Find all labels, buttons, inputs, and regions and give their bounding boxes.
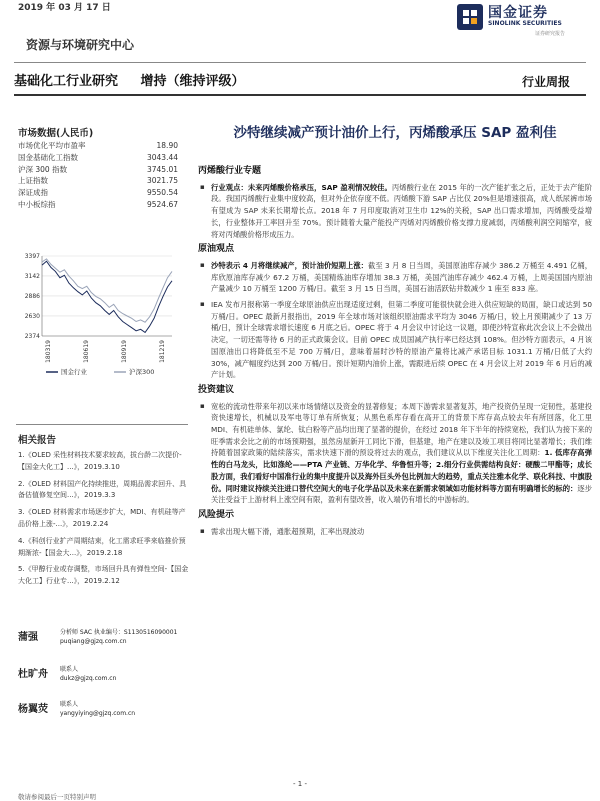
section-heading: 投资建议 bbox=[198, 384, 235, 395]
market-label: 中小板综指 bbox=[18, 199, 56, 209]
paragraph-text: 需求出现大幅下滑，通胀超预期，汇率出现波动 bbox=[211, 526, 365, 536]
market-value: 9550.54 bbox=[146, 188, 178, 198]
market-row bbox=[18, 187, 178, 199]
section-heading: 原油观点 bbox=[198, 244, 235, 255]
market-value: 3745.01 bbox=[146, 164, 178, 174]
market-label: 市场优化平均市盈率 bbox=[18, 141, 86, 150]
disclaimer: 敬请参阅最后一页特别声明 bbox=[18, 793, 96, 801]
analyst-role: 联系人 bbox=[60, 666, 79, 673]
industry-name: 基础化工行业研究 bbox=[14, 74, 119, 89]
analyst-email[interactable]: puqiang@gjzq.com.cn bbox=[60, 638, 127, 645]
paragraph-text: 逐步关注受益于上游材料上涨空间有限，盈利有望改善，收入端仍有增长的中游标的。 bbox=[211, 483, 592, 505]
related-report-item[interactable]: 3.《OLED 材料需求市场逐步扩大，MDI、有机硅等产品价格上涨-...》，2019.2.24 bbox=[18, 508, 186, 528]
market-label: 上证指数 bbox=[18, 176, 48, 186]
market-value: 18.90 bbox=[156, 141, 178, 150]
analyst-email[interactable]: yangyiying@gjzq.com.cn bbox=[60, 710, 136, 717]
market-row bbox=[18, 199, 178, 211]
related-report-item[interactable]: 4.《科创行业扩产周期结束，化工需求旺季来临推价预期渐浓-【国金大...》，2019.2.18 bbox=[18, 536, 186, 557]
market-value: 9524.67 bbox=[146, 199, 178, 209]
paragraph-text: 丙烯酸行业在 2015 年的一次产能扩张之后，正处于去产能阶段。我国丙烯酸行业集中度较高，但对外企依存度不低。丙烯酸下游 SAP 占比仅 20%但是增速很高，成人纸尿裤市场有望成为 SAP 未来长期增长点。2018 年 7 月印度取消对卫生巾 12%的关税，SAP 出口需求增加，丙烯酸受益增长，行业整体开工率回升至 70%。预计随着大量产能投产丙烯对丙烯酸价格支撑力度减弱，丙烯酸利润空间缩窄，疲将对丙烯酸价格形成压力。 bbox=[211, 182, 592, 239]
legend-label: 沪深300 bbox=[129, 368, 155, 376]
x-tick-label: 180919 bbox=[121, 340, 128, 363]
report-type: 行业周报 bbox=[521, 75, 570, 89]
logo-sub: 证券研究报告 bbox=[535, 31, 566, 37]
market-value: 3043.44 bbox=[146, 152, 178, 162]
market-label: 沪深 300 指数 bbox=[18, 164, 68, 174]
legend-label: 国金行业 bbox=[61, 368, 87, 376]
x-tick-label: 180619 bbox=[83, 340, 90, 363]
index-chart bbox=[16, 250, 178, 380]
related-report-item[interactable]: 5.《甲醇行业或存调整，市场回升具有弹性空间-【国金大化工】行业专...》，2019.2.12 bbox=[18, 565, 189, 586]
main-body bbox=[200, 165, 592, 541]
logo-en: SINOLINK SECURITIES bbox=[488, 20, 562, 27]
related-report-item[interactable]: 1.《OLED 采性材料技术要求较高，拔台龄二次提价-【国金大化工】...》，2019.3.10 bbox=[18, 451, 182, 471]
analyst-name: 蒲强 bbox=[18, 632, 38, 643]
related-divider bbox=[16, 424, 188, 425]
paragraph-text: 截至 3 月 8 日当周，美国原油库存减少 386.2 万桶至 4.491 亿桶，库欣原油库存减少 67.2 万桶，美国精炼油库存增加 38.3 万桶，美国汽油库存减少 462.4 万桶，上周美国国内原油产量减少 10 万桶至 1200 万桶/日。截至 3 月 15 日当周，美国石油活跃钻井数减少 1 座至 833 座。 bbox=[211, 260, 592, 294]
paragraph-oil-view bbox=[200, 260, 592, 295]
paragraph-lead: 沙特表示 4 月将继续减产，预计油价短期上涨： bbox=[211, 260, 368, 270]
market-label: 深证成指 bbox=[18, 188, 48, 198]
y-tick-label: 2630 bbox=[24, 312, 40, 320]
paragraph-industry-view bbox=[200, 182, 592, 241]
paragraph-iea bbox=[200, 299, 592, 381]
report-date: 2019 年 03 月 17 日 bbox=[18, 3, 111, 13]
related-report-item[interactable]: 2.《OLED 材料国产化持续推进，周期品需求回升、具备估值修复空间...》，2019.3.3 bbox=[18, 479, 187, 500]
analyst-role: 联系人 bbox=[60, 701, 79, 708]
x-tick-label: 181219 bbox=[159, 340, 166, 363]
company-logo bbox=[455, 2, 595, 38]
paragraph-lead: 行业观点：未来丙烯酸价格承压，SAP 盈利情况较佳。 bbox=[211, 182, 392, 192]
section-heading: 丙烯酸行业专题 bbox=[198, 166, 262, 176]
paragraph-text: IEA 发布月报称第一季度全球原油供应出现适度过剩，但第二季度可能很快就会进入供应短缺的局面，缺口或达到 50 万桶/日。OPEC 最新月报指出，2019 年全球市场对该组织原油需求平均为 3046 万桶/日，较上月预期减少了 13 万桶/日，预计全球需求增长速度 6 月底之后。OPEC 将于 4 月会议中讨论这一议题，即使沙特宣称此次会议上不会做出决定，一切还需等待 6 月的正式政策会议。目前 OPEC 成员国减产执行率已经达到 108%。但沙特方面表示，4 月该国原油出口将降低至不足 700 万桶/日，意味着届时沙特的原油产量将比减产承诺目标 1031.1 万桶/日低了大约 30%，减产幅度约达到 200 万桶/日。预计短期内油价上涨，需跟进后续 OPEC 在 4 月会议上对 2019 年 6 月后的减产计划。 bbox=[211, 300, 592, 380]
related-reports-title: 相关报告 bbox=[18, 435, 57, 446]
x-tick-label: 180319 bbox=[45, 340, 52, 363]
section-heading: 风险提示 bbox=[198, 509, 235, 520]
report-title: 沙特继续减产预计油价上行，丙烯酸承压 SAP 盈利佳 bbox=[233, 125, 557, 141]
page-number: - 1 - bbox=[293, 780, 307, 788]
market-row bbox=[18, 164, 178, 176]
analyst-name: 杜旷舟 bbox=[18, 669, 48, 680]
y-tick-label: 2886 bbox=[24, 292, 40, 300]
header-divider bbox=[14, 62, 586, 63]
analyst-name: 杨翼荧 bbox=[18, 704, 48, 715]
paragraph-investment bbox=[200, 401, 592, 506]
y-tick-label: 3142 bbox=[24, 272, 40, 280]
logo-mark-icon bbox=[455, 2, 485, 32]
industry-rating-line bbox=[14, 70, 263, 89]
research-center: 资源与环境研究中心 bbox=[26, 38, 135, 52]
related-reports-list bbox=[18, 450, 190, 593]
paragraph-risk bbox=[200, 526, 592, 538]
paragraph-bold: 1. 低库存高弹性的白马龙头，比如涤纶——PTA 产业链、万华化学、华鲁恒升等；2.细分行业供需结构良好：硬酸二甲酯等；成长股方面，我们看好中国准行业的集中度提升以及海外巨头外包比例加大的趋势，重点关注雅本化学、联化科技、中旗股份。同时建议持续关注进口替代空间大的电子化学品以及未来在新需求领域如功能材料等方面有明确增长的标的： bbox=[211, 448, 592, 493]
rating: 增持（维持评级） bbox=[140, 74, 245, 89]
analyst-email[interactable]: dukz@gjzq.com.cn bbox=[60, 675, 117, 682]
market-row bbox=[18, 140, 178, 152]
analyst-cert: 分析师 SAC 执业编号：S1130516090001 bbox=[60, 629, 178, 636]
market-row bbox=[18, 175, 178, 187]
market-data-table bbox=[18, 140, 178, 211]
market-row bbox=[18, 152, 178, 164]
market-data-title: 市场数据(人民币) bbox=[18, 128, 94, 139]
y-tick-label: 3397 bbox=[24, 253, 40, 260]
logo-cn: 国金证券 bbox=[488, 5, 548, 21]
paragraph-text: 宽松的流动性带来年初以来市场情绪以及资金的显著修复；本周下游需求显著复苏，地产投资仍呈现一定韧性，基建投资快速增长，机械以及军电等订单有所恢复；从黑色系库存看在高开工的背景下库存高点较去年有所回落，化工里 MDI、有机硅单体、氯纶、钛白粉等产品均出现了显著的提价，在经过 2018 年下半年的持续宽松，我们认为接下来的旺季需求会比之前的市场预期强，虽然房屋新开工同比下滑，但基建，地产在建以及竣工项目将同比显著增长；我们维持随着国家政策的陆续落实，需求快速下滑的预设将过去的观点，我们建议从以下维度关注化工周期： bbox=[211, 401, 592, 458]
y-tick-label: 2374 bbox=[24, 333, 40, 340]
index-chart-svg bbox=[16, 250, 178, 380]
market-label: 国金基础化工指数 bbox=[18, 152, 78, 162]
market-value: 3021.75 bbox=[146, 176, 178, 186]
header-divider-thick bbox=[14, 94, 586, 96]
